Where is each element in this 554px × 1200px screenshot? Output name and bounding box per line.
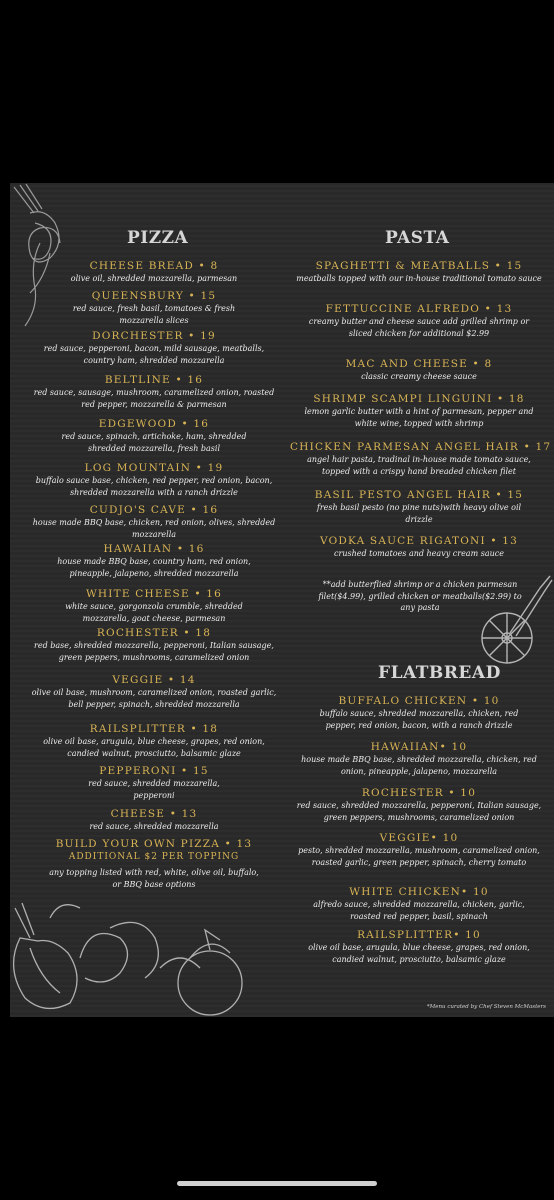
menu-item bbox=[290, 489, 548, 525]
item-desc: red sauce, fresh basil, tomatoes & fresh mozzarella slices bbox=[72, 304, 236, 325]
menu-item bbox=[290, 787, 548, 823]
menu-item bbox=[290, 358, 548, 383]
item-desc: crushed tomatoes and heavy cream sauce bbox=[334, 549, 504, 558]
item-name: ROCHESTER • 18 bbox=[96, 627, 212, 639]
menu-item bbox=[24, 418, 284, 454]
menu-item bbox=[24, 808, 284, 833]
menu-item bbox=[24, 330, 284, 366]
item-desc: olive oil base, mushroom, caramelized onion, roasted garlic, bell pepper, spinach, shredded mozzarella bbox=[31, 688, 277, 709]
item-desc: red sauce, pepperoni, bacon, mild sausage, meatballs, country ham, shredded mozzarella bbox=[43, 344, 265, 365]
item-desc: alfredo sauce, shredded mozzarella, chicken, garlic, roasted red pepper, basil, spinach bbox=[313, 900, 525, 921]
item-desc: olive oil, shredded mozzarella, parmesan bbox=[70, 274, 238, 283]
item-desc: buffalo sauce, shredded mozzarella, chicken, red pepper, red onion, bacon, with a ranch drizzle bbox=[319, 709, 519, 730]
menu-item bbox=[290, 832, 548, 868]
item-desc: olive oil base, arugula, blue cheese, grapes, red onion, candied walnut, prosciutto, balsamic glaze bbox=[43, 737, 265, 758]
menu-credit: *Menu curated by Chef Steven McMasters bbox=[426, 1004, 546, 1010]
item-name: VODKA SAUCE RIGATONI • 13 bbox=[319, 535, 519, 547]
item-name: CUDJO'S CAVE • 16 bbox=[89, 504, 219, 516]
item-name: WHITE CHICKEN• 10 bbox=[349, 886, 489, 898]
menu-item bbox=[290, 393, 548, 429]
menu-item bbox=[24, 290, 284, 326]
menu-item bbox=[24, 504, 284, 540]
item-name: BELTLINE • 16 bbox=[104, 374, 204, 386]
item-desc: red base, shredded mozzarella, pepperoni, Italian sausage, green peppers, mushrooms, caramelized onion bbox=[34, 641, 274, 662]
menu-item bbox=[290, 535, 548, 560]
item-desc: red sauce, spinach, artichoke, ham, shredded shredded mozzarella, fresh basil bbox=[61, 432, 247, 453]
item-name: FETTUCCINE ALFREDO • 13 bbox=[325, 303, 513, 315]
menu-item bbox=[290, 886, 548, 922]
item-desc: red sauce, shredded mozzarella, pepperoni bbox=[88, 779, 220, 800]
menu-item bbox=[290, 303, 548, 339]
menu-item bbox=[24, 838, 284, 890]
item-name: RAILSPLITTER • 18 bbox=[89, 723, 219, 735]
pizza-title: PIZZA bbox=[127, 228, 189, 248]
item-desc: house made BBQ base, chicken, red onion, olives, shredded mozzarella bbox=[32, 518, 276, 539]
menu-item bbox=[290, 441, 552, 477]
item-name: BUILD YOUR OWN PIZZA • 13 bbox=[55, 838, 253, 850]
item-name: MAC AND CHEESE • 8 bbox=[345, 358, 493, 370]
item-name: LOG MOUNTAIN • 19 bbox=[84, 462, 224, 474]
flatbread-title: FLATBREAD bbox=[378, 663, 501, 683]
item-desc: lemon garlic butter with a hint of parmesan, pepper and white wine, topped with shrimp bbox=[304, 407, 534, 428]
item-desc: red sauce, shredded mozzarella bbox=[89, 822, 219, 831]
menu-item bbox=[290, 741, 548, 777]
item-name: ROCHESTER • 10 bbox=[361, 787, 477, 799]
byo-extra: ADDITIONAL $2 PER TOPPING bbox=[68, 852, 240, 862]
item-desc: white sauce, gorgonzola crumble, shredded mozzarella, goat cheese, parmesan bbox=[65, 602, 243, 623]
item-desc: house made BBQ base, shredded mozzarella, chicken, red onion, pineapple, jalapeno, mozzarella bbox=[301, 755, 537, 776]
menu-item bbox=[24, 627, 284, 663]
menu-item bbox=[24, 588, 284, 624]
item-name: WHITE CHEESE • 16 bbox=[85, 588, 223, 600]
menu-item bbox=[290, 260, 548, 285]
item-name: CHEESE • 13 bbox=[110, 808, 198, 820]
menu-item bbox=[24, 765, 284, 801]
item-desc: creamy butter and cheese sauce add grilled shrimp or sliced chicken for additional $2.99 bbox=[308, 317, 530, 338]
item-desc: classic creamy cheese sauce bbox=[361, 372, 477, 381]
item-desc: pesto, shredded mozzarella, mushroom, caramelized onion, roasted garlic, green pepper, spinach, cherry tomato bbox=[298, 846, 540, 867]
item-desc: fresh basil pesto (no pine nuts)with heavy olive oil drizzle bbox=[316, 503, 522, 524]
item-name: VEGGIE • 14 bbox=[112, 674, 196, 686]
item-name: SHRIMP SCAMPI LINGUINI • 18 bbox=[313, 393, 525, 405]
item-name: CHICKEN PARMESAN ANGEL HAIR • 17 bbox=[290, 441, 552, 453]
item-name: CHEESE BREAD • 8 bbox=[89, 260, 219, 272]
item-name: RAILSPLITTER• 10 bbox=[357, 929, 481, 941]
menu-item bbox=[24, 462, 284, 498]
item-desc: angel hair pasta, tradinal in-house made tomato sauce, topped with a crispy hand breaded chicken filet bbox=[307, 455, 531, 476]
menu-board bbox=[10, 183, 554, 1017]
menu-item bbox=[24, 374, 284, 410]
home-indicator[interactable] bbox=[177, 1181, 377, 1186]
pasta-addon-note: **add butterflied shrimp or a chicken parmesan filet($4.99), grilled chicken or meatballs($2.99) to any pasta bbox=[318, 580, 522, 612]
item-name: PEPPERONI • 15 bbox=[99, 765, 209, 777]
menu-item bbox=[290, 695, 548, 731]
item-desc: any topping listed with red, white, olive oil, buffalo, or BBQ base options bbox=[49, 868, 259, 889]
item-name: VEGGIE• 10 bbox=[379, 832, 459, 844]
vegetables-icon bbox=[10, 898, 250, 1017]
menu-item bbox=[24, 543, 284, 579]
item-desc: meatballs topped with our in-house traditional tomato sauce bbox=[296, 274, 542, 283]
item-name: SPAGHETTI & MEATBALLS • 15 bbox=[315, 260, 523, 272]
item-name: EDGEWOOD • 16 bbox=[98, 418, 210, 430]
menu-item bbox=[24, 260, 284, 285]
item-name: DORCHESTER • 19 bbox=[92, 330, 216, 342]
menu-item bbox=[24, 723, 284, 759]
item-desc: buffalo sauce base, chicken, red pepper, red onion, bacon, shredded mozzarella with a ranch drizzle bbox=[35, 476, 273, 497]
item-desc: red sauce, sausage, mushroom, caramelized onion, roasted red pepper, mozzarella & parmesan bbox=[33, 388, 275, 409]
item-name: HAWAIIAN• 10 bbox=[370, 741, 468, 753]
item-name: BASIL PESTO ANGEL HAIR • 15 bbox=[314, 489, 524, 501]
item-desc: red sauce, shredded mozzarella, pepperoni, Italian sausage, green peppers, mushrooms, caramelized onion bbox=[296, 801, 542, 822]
pasta-title: PASTA bbox=[385, 228, 450, 248]
item-name: BUFFALO CHICKEN • 10 bbox=[338, 695, 500, 707]
item-name: QUEENSBURY • 15 bbox=[91, 290, 217, 302]
item-desc: house made BBQ base, country ham, red onion, pineapple, jalapeno, shredded mozzarella bbox=[57, 557, 251, 578]
item-name: HAWAIIAN • 16 bbox=[103, 543, 205, 555]
item-desc: olive oil base, arugula, blue cheese, grapes, red onion, candied walnut, prosciutto, balsamic glaze bbox=[308, 943, 530, 964]
menu-item bbox=[290, 929, 548, 965]
menu-item bbox=[24, 674, 284, 710]
